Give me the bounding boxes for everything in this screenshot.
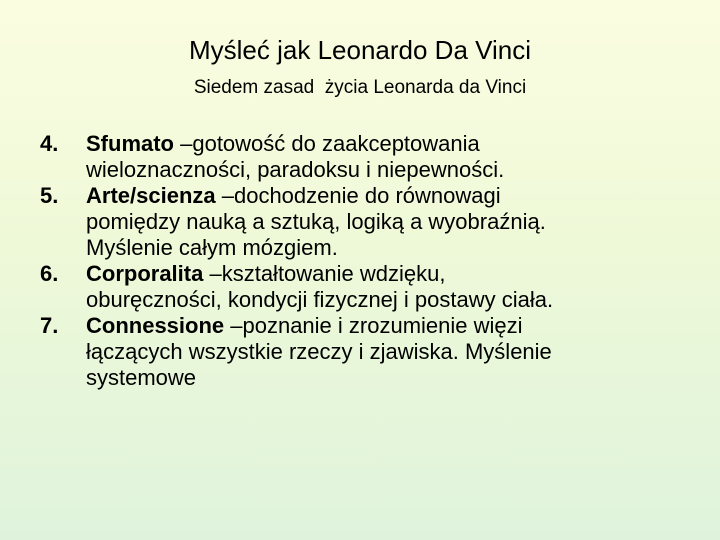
item-continuation: oburęczności, kondycji fizycznej i postawy ciała.: [86, 287, 554, 312]
item-continuation: łączących wszystkie rzeczy i zjawiska. Myślenie: [86, 339, 552, 364]
item-number: 4.: [40, 131, 59, 156]
item-number: 7.: [40, 313, 59, 338]
item-continuation: wieloznaczności, paradoksu i niepewności.: [86, 157, 505, 182]
item-continuation: systemowe: [86, 365, 197, 390]
list-item: [40, 261, 700, 313]
item-term: Connessione: [86, 313, 225, 338]
item-body: [86, 313, 700, 391]
item-number: 5.: [40, 183, 59, 208]
item-description: –dochodzenie do równowagi: [215, 183, 501, 208]
item-number: 6.: [40, 261, 59, 286]
item-body: [86, 261, 700, 313]
item-first-line: [86, 261, 700, 287]
item-description: –gotowość do zaakceptowania: [174, 131, 480, 156]
item-first-line: [86, 313, 700, 339]
list-item: [40, 131, 700, 183]
list-item: [40, 313, 700, 391]
item-term: Arte/scienza: [86, 183, 216, 208]
item-description: –kształtowanie wdzięku,: [203, 261, 446, 286]
item-first-line: [86, 131, 700, 157]
item-term: Sfumato: [86, 131, 174, 156]
principles-list: [40, 131, 700, 391]
item-term: Corporalita: [86, 261, 204, 286]
item-description: –poznanie i zrozumienie więzi: [224, 313, 523, 338]
item-body: [86, 183, 700, 261]
item-first-line: [86, 183, 700, 209]
list-item: [40, 183, 700, 261]
slide-title: Myśleć jak Leonardo Da Vinci: [188, 35, 532, 65]
item-body: [86, 131, 700, 183]
slide-subtitle: Siedem zasad życia Leonarda da Vinci: [193, 77, 527, 98]
item-continuation: pomiędzy nauką a sztuką, logiką a wyobraźnią.: [86, 209, 546, 234]
item-continuation: Myślenie całym mózgiem.: [86, 235, 338, 260]
